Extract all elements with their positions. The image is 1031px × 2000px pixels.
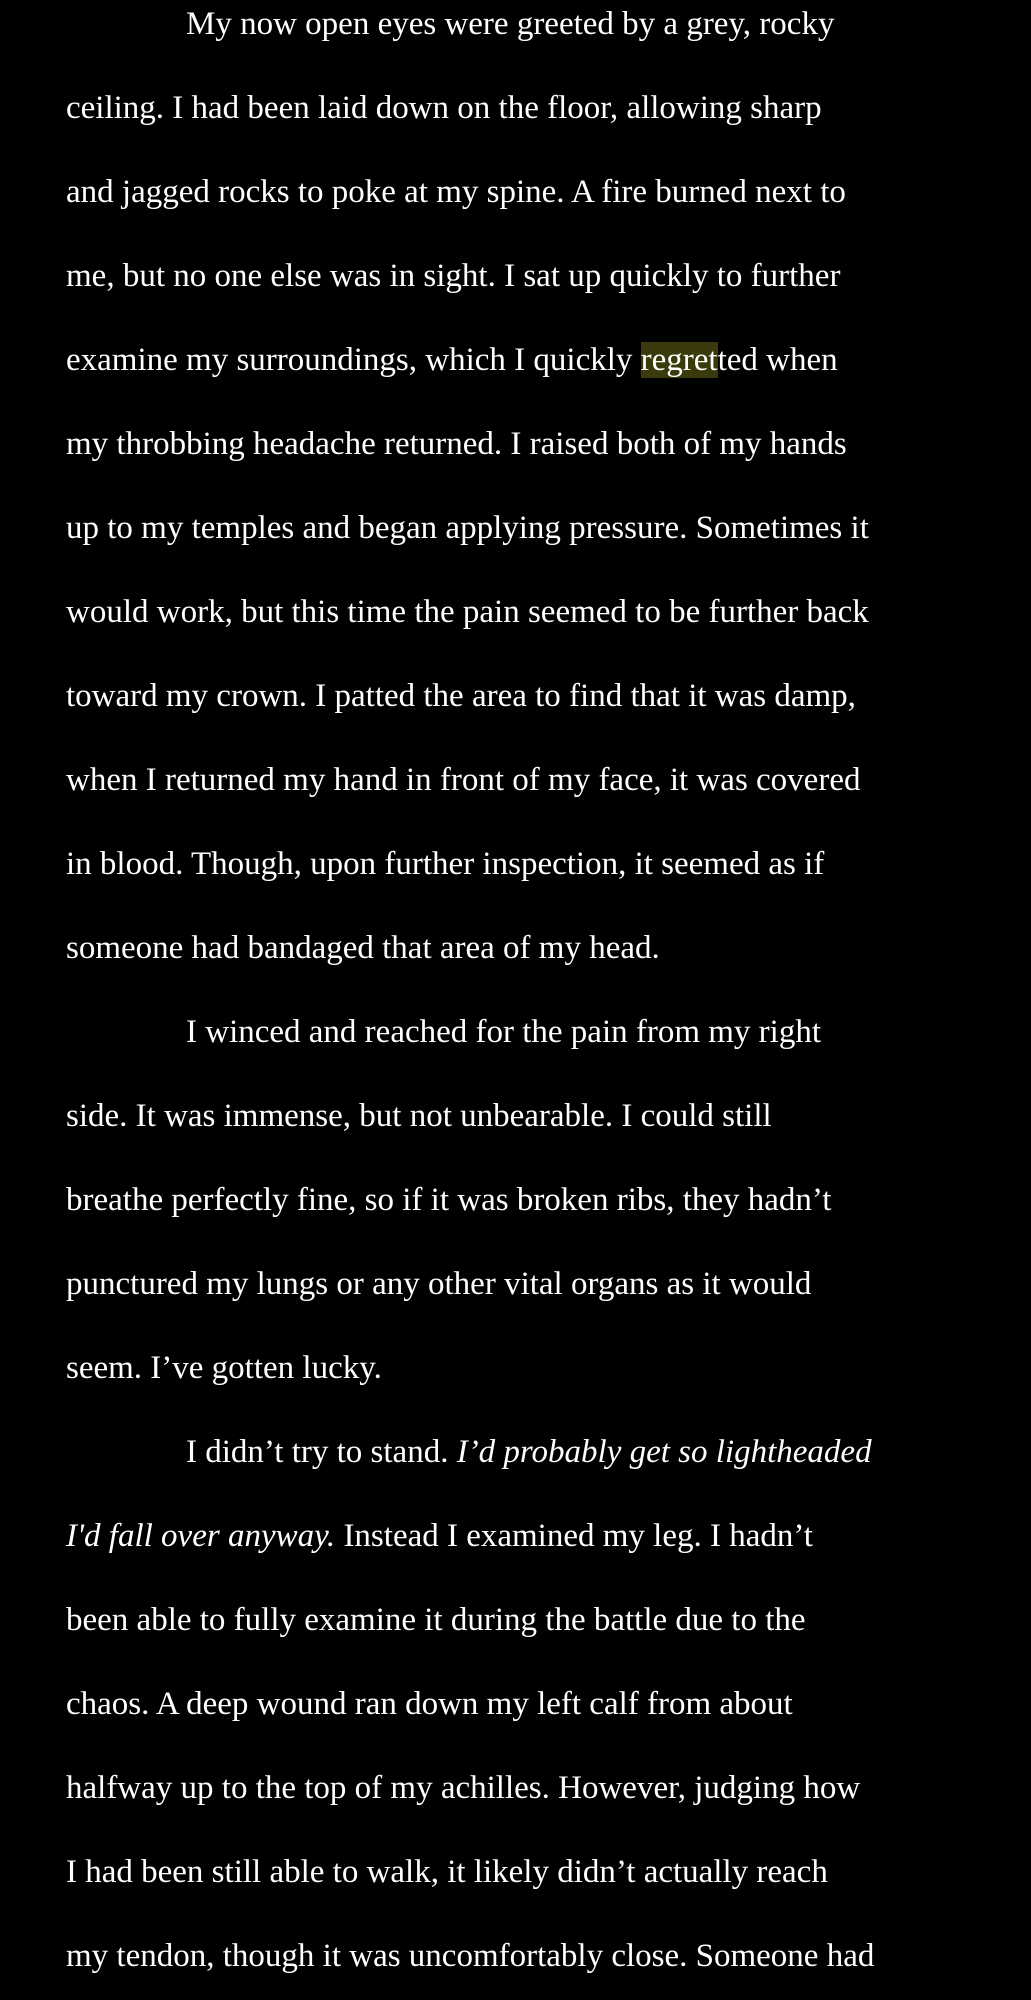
text-line: and jagged rocks to poke at my spine. A fire burned next to	[66, 174, 846, 210]
text-line: my throbbing headache returned. I raised both of my hands	[66, 426, 847, 462]
text-line: chaos. A deep wound ran down my left calf from about	[66, 1686, 793, 1722]
text-line: seem. I’ve gotten lucky.	[66, 1350, 382, 1386]
text-line: I winced and reached for the pain from my right	[186, 1014, 822, 1050]
text-line	[66, 338, 838, 382]
text-line: me, but no one else was in sight. I sat up quickly to further	[66, 258, 841, 294]
text-line: punctured my lungs or any other vital organs as it would	[66, 1266, 812, 1302]
text-line: in blood. Though, upon further inspection, it seemed as if	[66, 846, 825, 882]
text-line: breathe perfectly fine, so if it was broken ribs, they hadn’t	[66, 1182, 832, 1218]
text-line	[186, 1430, 872, 1474]
italic-text: I'd fall over anyway.	[66, 1518, 336, 1554]
text-line: halfway up to the top of my achilles. However, judging how	[66, 1770, 861, 1806]
text-segment: ted when	[717, 342, 838, 378]
text-line: My now open eyes were greeted by a grey, rocky	[186, 6, 835, 42]
text-line: would work, but this time the pain seemed to be further back	[66, 594, 869, 630]
text-segment: Instead I examined my leg. I hadn’t	[335, 1518, 813, 1554]
highlighted-word: regret	[640, 342, 718, 378]
text-line: my tendon, though it was uncomfortably close. Someone had	[66, 1938, 875, 1974]
text-line: toward my crown. I patted the area to find that it was damp,	[66, 678, 856, 714]
text-line	[66, 1514, 813, 1558]
text-line: when I returned my hand in front of my face, it was covered	[66, 762, 861, 798]
text-line: been able to fully examine it during the battle due to the	[66, 1602, 806, 1638]
italic-text: I’d probably get so lightheaded	[456, 1434, 872, 1470]
text-segment: examine my surroundings, which I quickly	[66, 342, 641, 378]
text-line: ceiling. I had been laid down on the floor, allowing sharp	[66, 90, 822, 126]
text-line: side. It was immense, but not unbearable. I could still	[66, 1098, 772, 1134]
text-segment: I didn’t try to stand.	[186, 1434, 457, 1470]
text-line: someone had bandaged that area of my head.	[66, 930, 660, 966]
text-line: I had been still able to walk, it likely didn’t actually reach	[66, 1854, 828, 1890]
text-line: up to my temples and began applying pressure. Sometimes it	[66, 510, 869, 546]
